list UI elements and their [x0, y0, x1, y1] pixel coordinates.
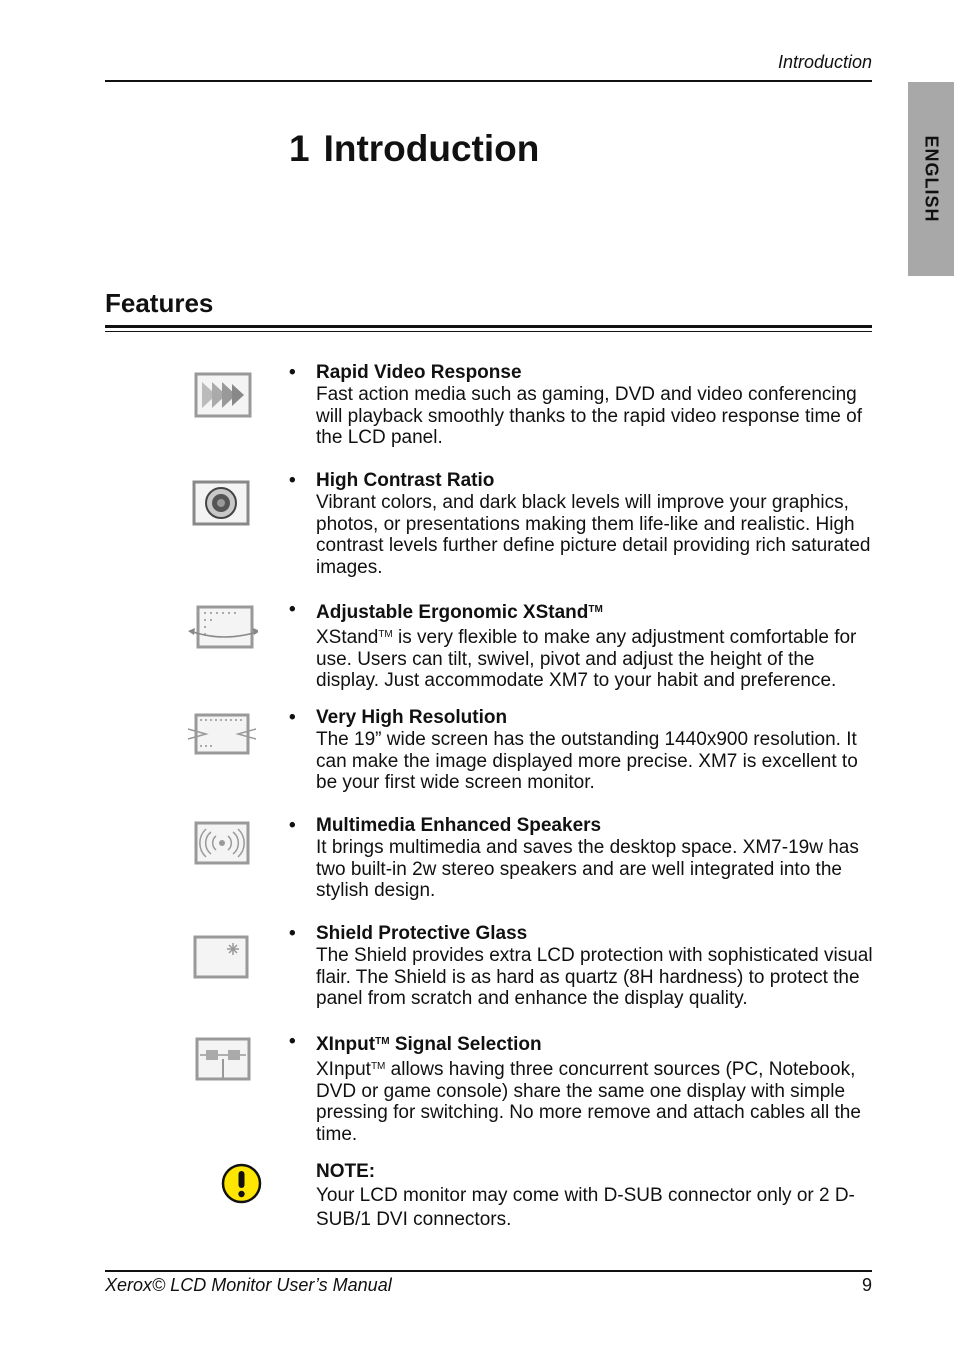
feature-text [316, 362, 876, 449]
bullet: • [289, 599, 296, 620]
feature-title: Rapid Video Response [316, 362, 522, 383]
signal-selection-icon [186, 1031, 258, 1087]
shield-glass-icon [186, 923, 258, 979]
chapter-number: 1 [289, 128, 310, 169]
feature-title [316, 599, 876, 624]
contrast-icon [186, 470, 258, 526]
feature-title: Multimedia Enhanced Speakers [316, 815, 602, 836]
note-body: Your LCD monitor may come with D-SUB connector only or 2 D-SUB/1 DVI connectors. [316, 1185, 855, 1230]
fast-forward-icon [186, 362, 258, 418]
trademark-mark: TM [588, 604, 603, 615]
feature-body-prefix: XStand [316, 626, 379, 648]
trademark-mark: TM [378, 628, 393, 640]
feature-body: The Shield provides extra LCD protection with sophisticated visual flair. The Shield is as hard as quartz (8H hardness) to protect the panel from scratch and enhance the display quality. [316, 944, 873, 1010]
feature-text [316, 923, 876, 1010]
feature-text [316, 1031, 876, 1146]
feature-title [316, 1031, 876, 1056]
feature-text [316, 599, 876, 692]
footer-manual-title: Xerox© LCD Monitor User’s Manual [105, 1275, 392, 1295]
ergonomic-stand-icon [186, 599, 258, 655]
bullet: • [289, 1031, 296, 1052]
section-title: Features [105, 288, 214, 318]
page-number: 9 [861, 1275, 872, 1295]
language-tab [908, 82, 954, 276]
feature-body-prefix: XInput [316, 1058, 371, 1080]
language-tab-label: ENGLISH [921, 135, 942, 223]
running-header: Introduction [777, 52, 872, 72]
feature-body: Fast action media such as gaming, DVD and video conferencing will playback smoothly thanks to the rapid video response time of the LCD panel. [316, 383, 862, 449]
bullet: • [289, 707, 296, 728]
trademark-mark: TM [375, 1036, 390, 1047]
note-block [316, 1160, 876, 1232]
trademark-mark: TM [370, 1060, 386, 1072]
feature-body: It brings multimedia and saves the desktop space. XM7-19w has two built-in 2w stereo speakers and are well integrated into the stylish design. [316, 836, 859, 902]
feature-body: The 19” wide screen has the outstanding 1440x900 resolution. It can make the image displayed more precise. XM7 is excellent to be your first wide screen monitor. [316, 728, 858, 794]
section-rule-thin [105, 331, 872, 332]
chapter-title-text: Introduction [323, 128, 540, 169]
section-rule [105, 325, 872, 328]
feature-text [316, 707, 876, 794]
feature-body: Vibrant colors, and dark black levels will improve your graphics, photos, or presentations making them life-like and realistic. High contrast levels further define picture detail providing rich saturated images. [316, 491, 871, 579]
note-title: NOTE: [316, 1161, 376, 1182]
feature-title-suffix: Signal Selection [389, 1034, 542, 1055]
chapter-title [289, 128, 539, 170]
feature-title: High Contrast Ratio [316, 470, 495, 491]
bullet: • [289, 923, 296, 944]
speaker-icon [186, 815, 258, 871]
feature-body: is very flexible to make any adjustment comfortable for use. Users can tilt, swivel, pivot and adjust the height of the display. Just accommodate XM7 to your habit and preference. [316, 626, 857, 692]
feature-title: Shield Protective Glass [316, 923, 528, 944]
warning-icon [221, 1163, 262, 1204]
bullet: • [289, 470, 296, 491]
header-rule [105, 80, 872, 82]
bullet: • [289, 815, 296, 836]
feature-body: allows having three concurrent sources (PC, Notebook, DVD or game console) share the same one display with simple pressing for switching. No more remove and attach cables all the time. [316, 1058, 861, 1146]
feature-title-text: XInput [316, 1034, 376, 1055]
feature-title: Very High Resolution [316, 707, 508, 728]
feature-text [316, 815, 876, 902]
resolution-icon [186, 707, 258, 763]
footer-rule [105, 1270, 872, 1272]
feature-title-text: Adjustable Ergonomic XStand [316, 602, 589, 623]
feature-text [316, 470, 876, 579]
bullet: • [289, 362, 296, 383]
